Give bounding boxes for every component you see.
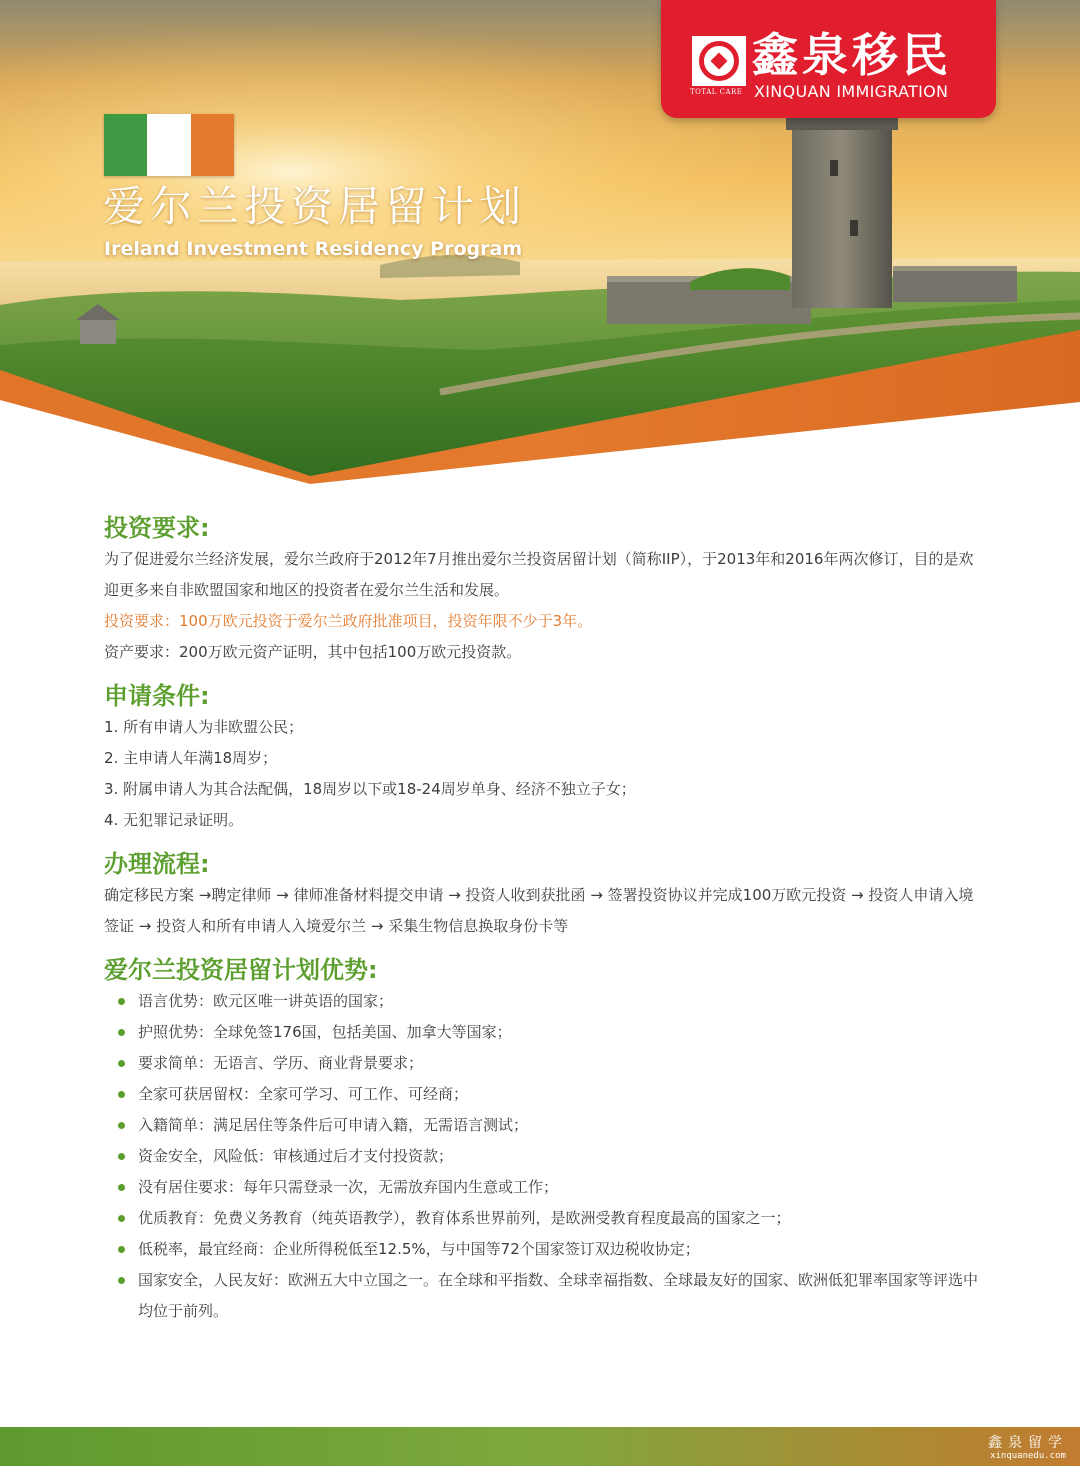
condition-item: 3. 附属申请人为其合法配偶，18周岁以下或18-24周岁单身、经济不独立子女； <box>104 780 636 798</box>
watermark <box>988 1435 1068 1462</box>
section-title-process: 办理流程: <box>104 850 210 878</box>
list-item: 资金安全，风险低：审核通过后才支付投资款； <box>104 1141 984 1172</box>
list-item: 国家安全，人民友好：欧洲五大中立国之一。在全球和平指数、全球幸福指数、全球最友好的国家、欧洲低犯罪率国家等评选中均位于前列。 <box>104 1265 984 1327</box>
flag-stripe-white <box>147 114 190 176</box>
list-item: 要求简单：无语言、学历、商业背景要求； <box>104 1048 984 1079</box>
ireland-flag <box>104 114 234 176</box>
section-title-conditions: 申请条件: <box>104 682 210 710</box>
section-advantages <box>104 954 984 1327</box>
brand-tagline: TOTAL CARE <box>690 88 743 96</box>
list-item: 低税率，最宜经商：企业所得税低至12.5%，与中国等72个国家签订双边税收协定； <box>104 1234 984 1265</box>
advantages-list <box>104 986 984 1327</box>
section-process <box>104 848 984 942</box>
hero-banner <box>0 0 1080 490</box>
list-item: 没有居住要求：每年只需登录一次，无需放弃国内生意或工作； <box>104 1172 984 1203</box>
condition-item: 2. 主申请人年满18周岁； <box>104 749 278 767</box>
list-item: 优质教育：免费义务教育（纯英语教学），教育体系世界前列，是欧洲受教育程度最高的国家之一； <box>104 1203 984 1234</box>
flag-stripe-green <box>104 114 147 176</box>
condition-item: 1. 所有申请人为非欧盟公民； <box>104 718 304 736</box>
section-investment <box>104 512 984 668</box>
section-title-investment: 投资要求: <box>104 514 210 542</box>
list-item: 语言优势：欧元区唯一讲英语的国家； <box>104 986 984 1017</box>
brand-name-cn: 鑫泉移民 <box>752 28 952 82</box>
flag-stripe-orange <box>191 114 234 176</box>
condition-item: 4. 无犯罪记录证明。 <box>104 811 244 829</box>
brand-name-en: XINQUAN IMMIGRATION <box>754 82 949 101</box>
asset-requirement: 资产要求：200万欧元资产证明，其中包括100万欧元投资款。 <box>104 643 522 661</box>
watermark-cn: 鑫泉留学 <box>988 1435 1068 1451</box>
hero-title-cn: 爱尔兰投资居留计划 <box>103 182 527 231</box>
footer-bar <box>0 1427 1080 1466</box>
list-item: 入籍简单：满足居住等条件后可申请入籍，无需语言测试； <box>104 1110 984 1141</box>
main-content <box>104 512 984 1327</box>
section-title-advantages: 爱尔兰投资居留计划优势: <box>104 956 378 984</box>
hero-title-en: Ireland Investment Residency Program <box>104 238 523 260</box>
brand-emblem-icon <box>692 36 746 86</box>
watermark-url: xinquanedu.com <box>990 1451 1066 1461</box>
process-steps: 确定移民方案 →聘定律师 → 律师准备材料提交申请 → 投资人收到获批函 → 签署投资协议并完成100万欧元投资 → 投资人申请入境签证 → 投资人和所有申请人入境爱尔兰 → 采集生物信息换取身份卡等 <box>104 886 974 935</box>
investment-intro: 为了促进爱尔兰经济发展，爱尔兰政府于2012年7月推出爱尔兰投资居留计划（简称IIP），于2013年和2016年两次修订，目的是欢迎更多来自非欧盟国家和地区的投资者在爱尔兰生活和发展。 <box>104 550 974 599</box>
section-conditions <box>104 680 984 836</box>
investment-requirement: 投资要求：100万欧元投资于爱尔兰政府批准项目，投资年限不少于3年。 <box>104 612 593 630</box>
list-item: 全家可获居留权：全家可学习、可工作、可经商； <box>104 1079 984 1110</box>
brand-logo <box>661 0 996 118</box>
list-item: 护照优势：全球免签176国，包括美国、加拿大等国家； <box>104 1017 984 1048</box>
